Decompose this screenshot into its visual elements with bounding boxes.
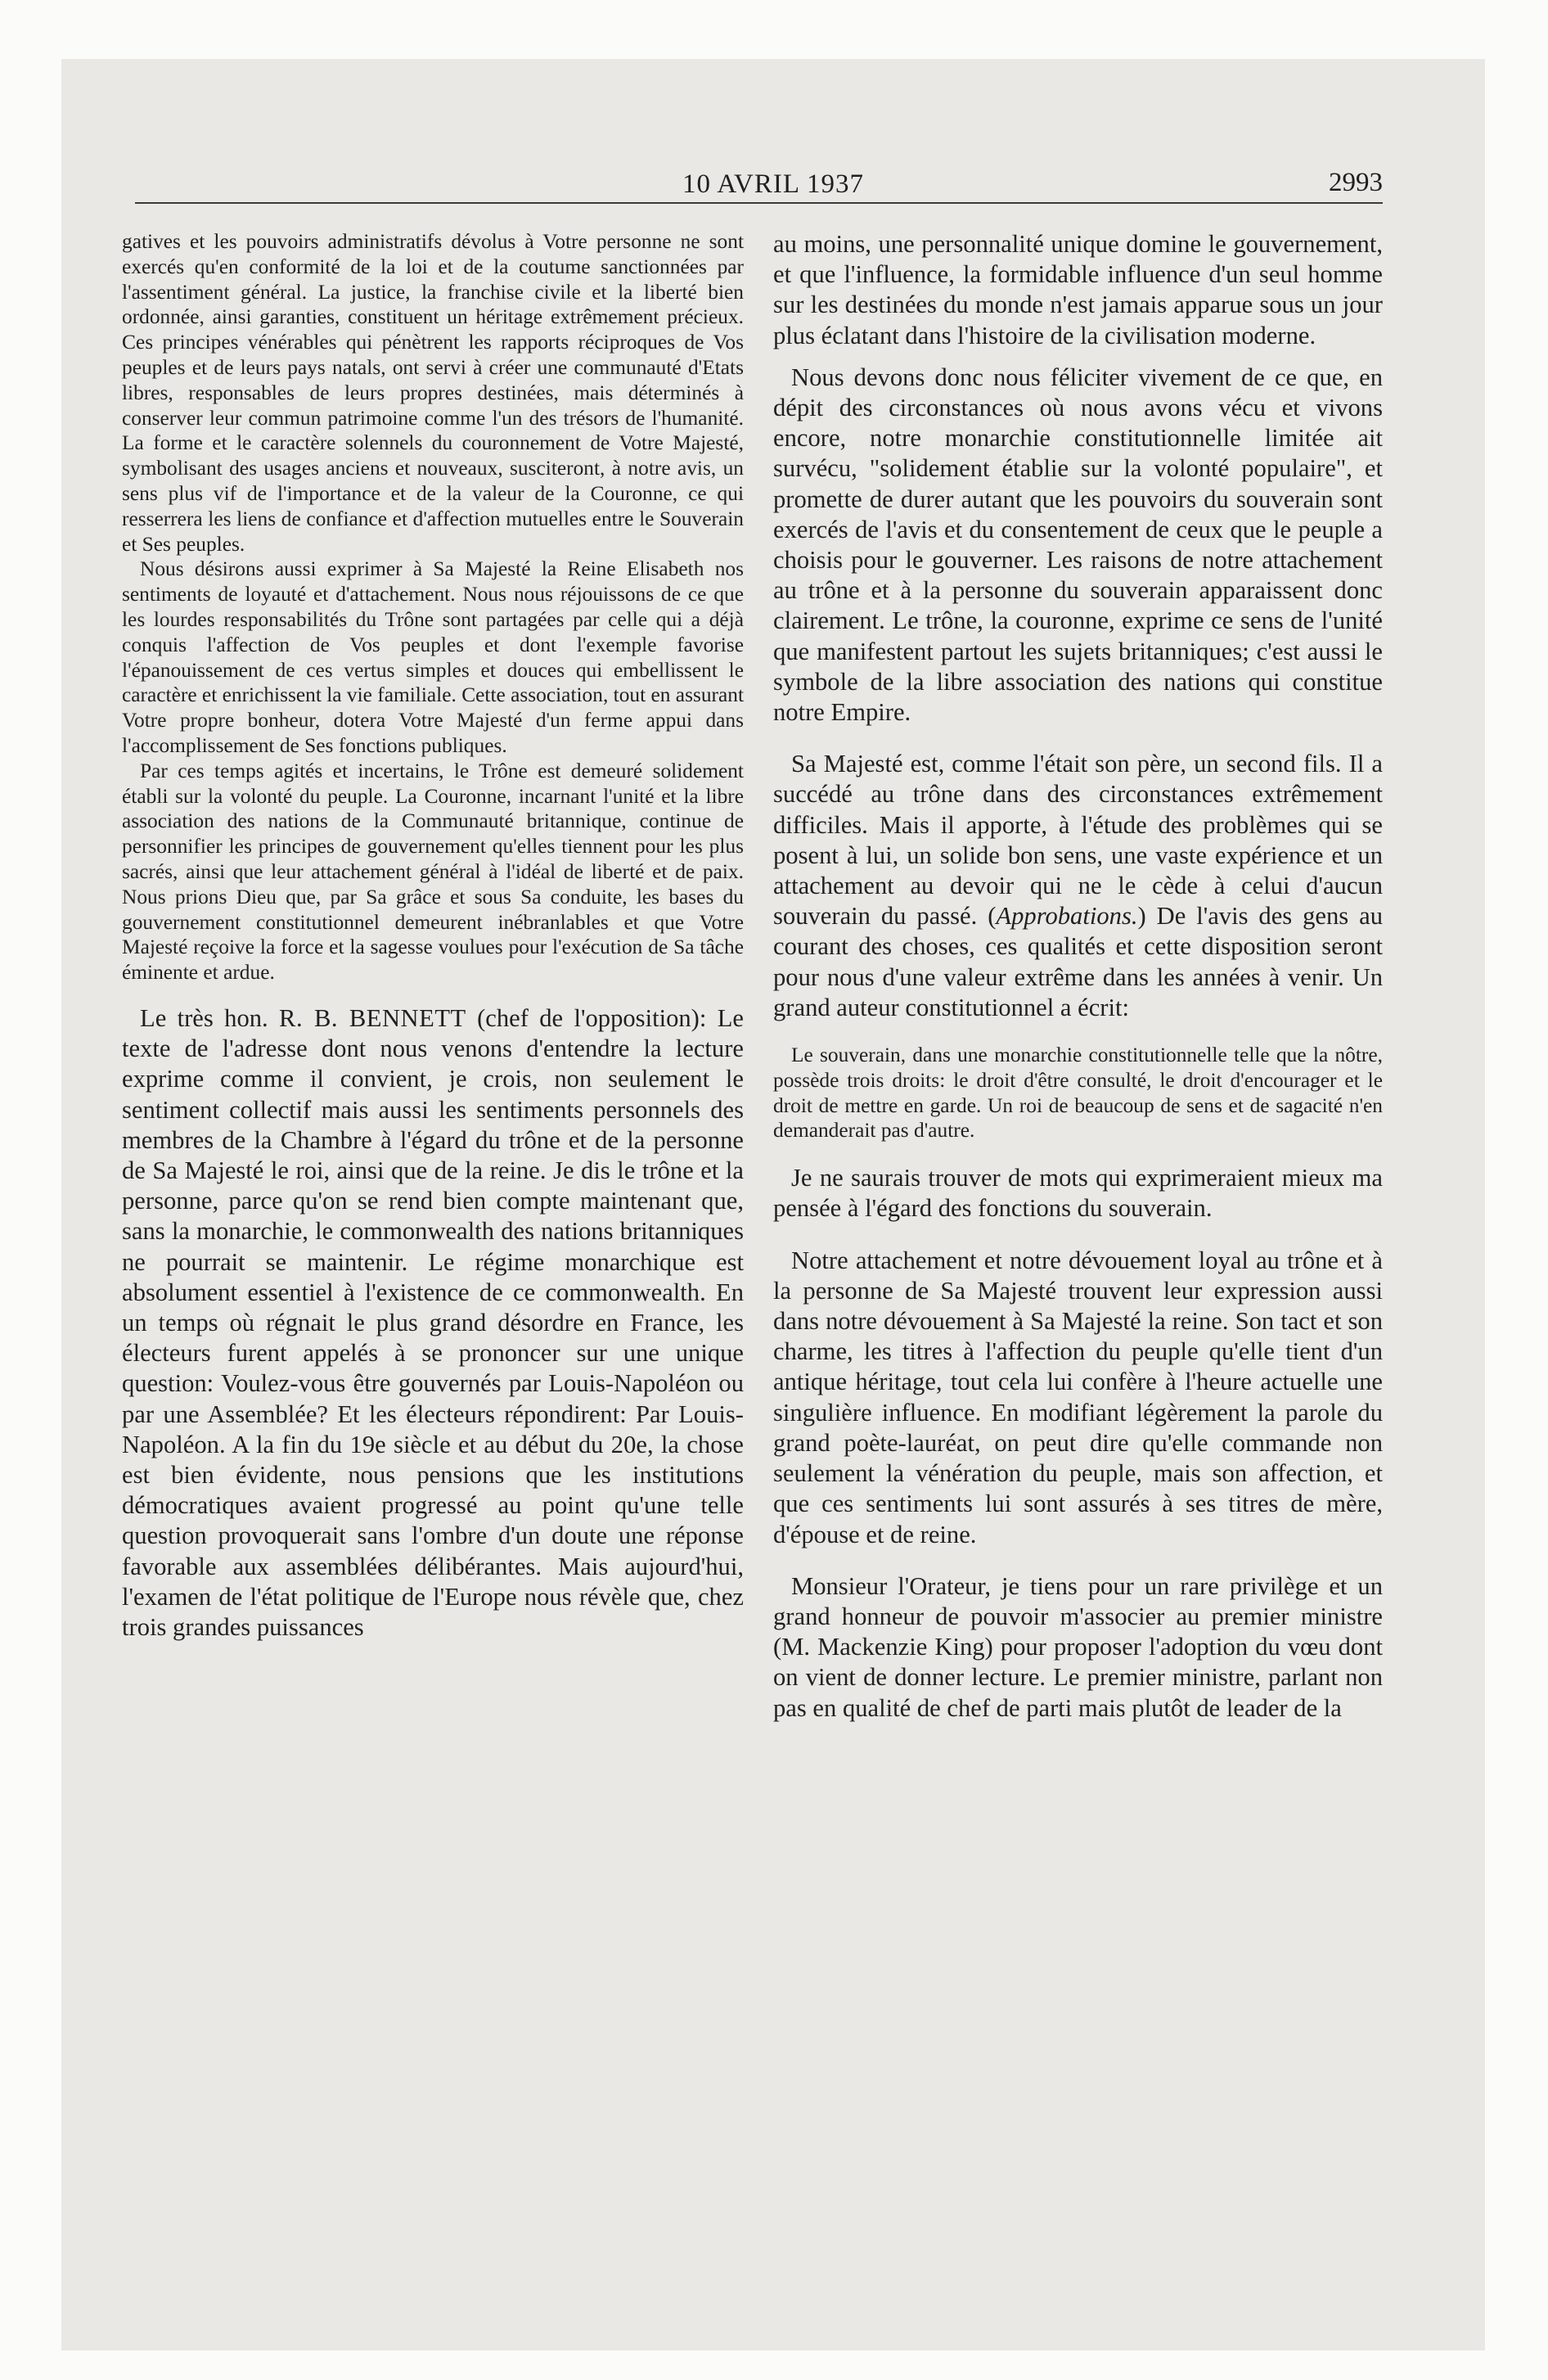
paragraph: Je ne saurais trouver de mots qui exprimeraient mieux ma pensée à l'égard des fonctions du souverain. xyxy=(773,1164,1383,1223)
speaker-name: R. B. BENNETT xyxy=(279,1003,466,1032)
text-run: Sa Majesté est, comme l'était son père, un second fils. Il a succédé au trône dans des circonstances extrêmement difficiles. Mais il apporte, à l'étude des problèmes qui se posent à lui, un solide bon sens, une vaste expérience et un attachement au devoir qui ne le cède à celui d'aucun souverain du passé. ( xyxy=(773,750,1383,931)
paragraph: Nous désirons aussi exprimer à Sa Majesté la Reine Elisabeth nos sentiments de loyauté et d'attachement. Nous nous réjouissons de ce que les lourdes responsabilités du Trône sont partagées par celle qui a déjà conquis l'affection de Vos peuples et dont l'exemple favorise l'épanouissement de ces vertus simples et douces qui embellissent le caractère et enrichissent la vie familiale. Cette association, tout en assurant Votre propre bonheur, dotera Votre Majesté d'un ferme appui dans l'accomplissement de Ses fonctions publiques. xyxy=(122,557,744,757)
scanned-page xyxy=(61,59,1485,2351)
paragraph xyxy=(773,749,1383,1023)
left-column xyxy=(122,229,744,1643)
paragraph: Monsieur l'Orateur, je tiens pour un rare privilège et un grand honneur de pouvoir m'associer au premier ministre (M. Mackenzie King) pour proposer l'adoption du vœu dont on vient de donner lecture. Le premier ministre, parlant non pas en qualité de chef de parti mais plutôt de leader de la xyxy=(773,1571,1383,1722)
header-date: 10 AVRIL 1937 xyxy=(682,169,865,199)
right-column xyxy=(773,229,1383,1724)
block-quote: Le souverain, dans une monarchie constitutionnelle telle que la nôtre, possède trois droits: le droit d'être consulté, le droit d'encourager et le droit de mettre en garde. Un roi de beaucoup de sens et de sagacité n'en demanderait pas d'autre. xyxy=(773,1044,1383,1143)
header-rule xyxy=(135,202,1383,204)
paragraph: Nous devons donc nous féliciter vivement de ce que, en dépit des circonstances où nous avons vécu et vivons encore, notre monarchie constitutionnelle limitée ait survécu, "solidement établie sur la volonté populaire", et promette de durer autant que les pouvoirs du souverain sont exercés de l'avis et du consentement de ceux que le peuple a choisis pour le gouverner. Les raisons de notre attachement au trône et à la personne du souverain apparaissent donc clairement. Le trône, la couronne, exprime ce sens de l'unité que manifestent partout les sujets britanniques; c'est aussi le symbole de la libre association des nations qui constitue notre Empire. xyxy=(773,363,1383,727)
speaker-intro: Le très hon. xyxy=(140,1003,280,1032)
paragraph: gatives et les pouvoirs administratifs dévolus à Votre personne ne sont exercés qu'en conformité de la loi et de la coutume sanctionnées par l'assentiment général. La justice, la franchise civile et la liberté bien ordonnée, ainsi garanties, constituent un héritage extrêmement précieux. Ces principes vénérables qui pénètrent les rapports réciproques de Vos peuples et de leurs pays natals, ont servi à créer une communauté d'Etats libres, responsables de leurs propres destinées, mais déterminés à conserver leur commun patrimoine comme l'un des trésors de l'humanité. La forme et le caractère solennels du couronnement de Votre Majesté, symbolisant des usages anciens et nouveaux, susciteront, à notre avis, un sens plus vif de l'importance et de la valeur de la Couronne, ce qui resserrera les liens de confiance et d'affection mutuelles entre le Souverain et Ses peuples. xyxy=(122,230,744,556)
paragraph: au moins, une personnalité unique domine le gouvernement, et que l'influence, la formidable influence d'un seul homme sur les destinées du monde n'est jamais apparue sous un jour plus éclatant dans l'histoire de la civilisation moderne. xyxy=(773,230,1383,349)
speaker-paragraph xyxy=(122,1003,744,1643)
applause-note: Approbations. xyxy=(996,902,1138,931)
paragraph: Notre attachement et notre dévouement loyal au trône et à la personne de Sa Majesté trouvent leur expression aussi dans notre dévouement à Sa Majesté la reine. Son tact et son charme, les titres à l'affection du peuple qu'elle tient d'un antique héritage, tout cela lui confère à l'heure actuelle une singulière influence. En modifiant légèrement la parole du grand poète-lauréat, on peut dire qu'elle commande non seulement la vénération du peuple, mais son affection, et que ces sentiments lui sont assurés à ses titres de mère, d'épouse et de reine. xyxy=(773,1246,1383,1548)
paragraph: Par ces temps agités et incertains, le Trône est demeuré solidement établi sur la volonté du peuple. La Couronne, incarnant l'unité et la libre association des nations de la Communauté britannique, continue de personnifier les principes de gouvernement qu'elles tiennent pour les plus sacrés, ainsi que leur attachement général à l'idéal de liberté et de paix. Nous prions Dieu que, par Sa grâce et sous Sa conduite, les bases du gouvernement constitutionnel demeurent inébranlables et que Votre Majesté reçoive la force et la sagesse voulues pour l'exécution de Sa tâche éminente et ardue. xyxy=(122,759,744,985)
header-page-number: 2993 xyxy=(1329,168,1383,197)
text-run: ) De l'avis des gens au courant des choses, ces qualités et cette disposition seront pour nous d'une valeur extrême dans les années à venir. Un grand auteur constitutionnel a écrit: xyxy=(773,902,1383,1021)
speech-text: (chef de l'opposition): Le texte de l'adresse dont nous venons d'entendre la lecture exprime comme il convient, je crois, non seulement le sentiment collectif mais aussi les sentiments personnels des membres de la Chambre à l'égard du trône et de la personne de Sa Majesté le roi, ainsi que de la reine. Je dis le trône et la personne, parce qu'on se rend bien compte maintenant que, sans la monarchie, le commonwealth des nations britanniques ne pourrait se maintenir. Le régime monarchique est absolument essentiel à l'existence de ce commonwealth. En un temps où régnait le plus grand désordre en France, les électeurs furent appelés à se prononcer sur une unique question: Voulez-vous être gouvernés par Louis-Napoléon ou par une Assemblée? Et les électeurs répondirent: Par Louis-Napoléon. A la fin du 19e siècle et au début du 20e, la chose est bien évidente, nous pensions que les institutions démocratiques avaient progressé au point qu'une telle question provoquerait sans l'ombre d'un doute une réponse favorable aux assemblées délibérantes. Mais aujourd'hui, l'examen de l'état politique de l'Europe nous révèle que, chez trois grandes puissances xyxy=(122,1003,744,1641)
